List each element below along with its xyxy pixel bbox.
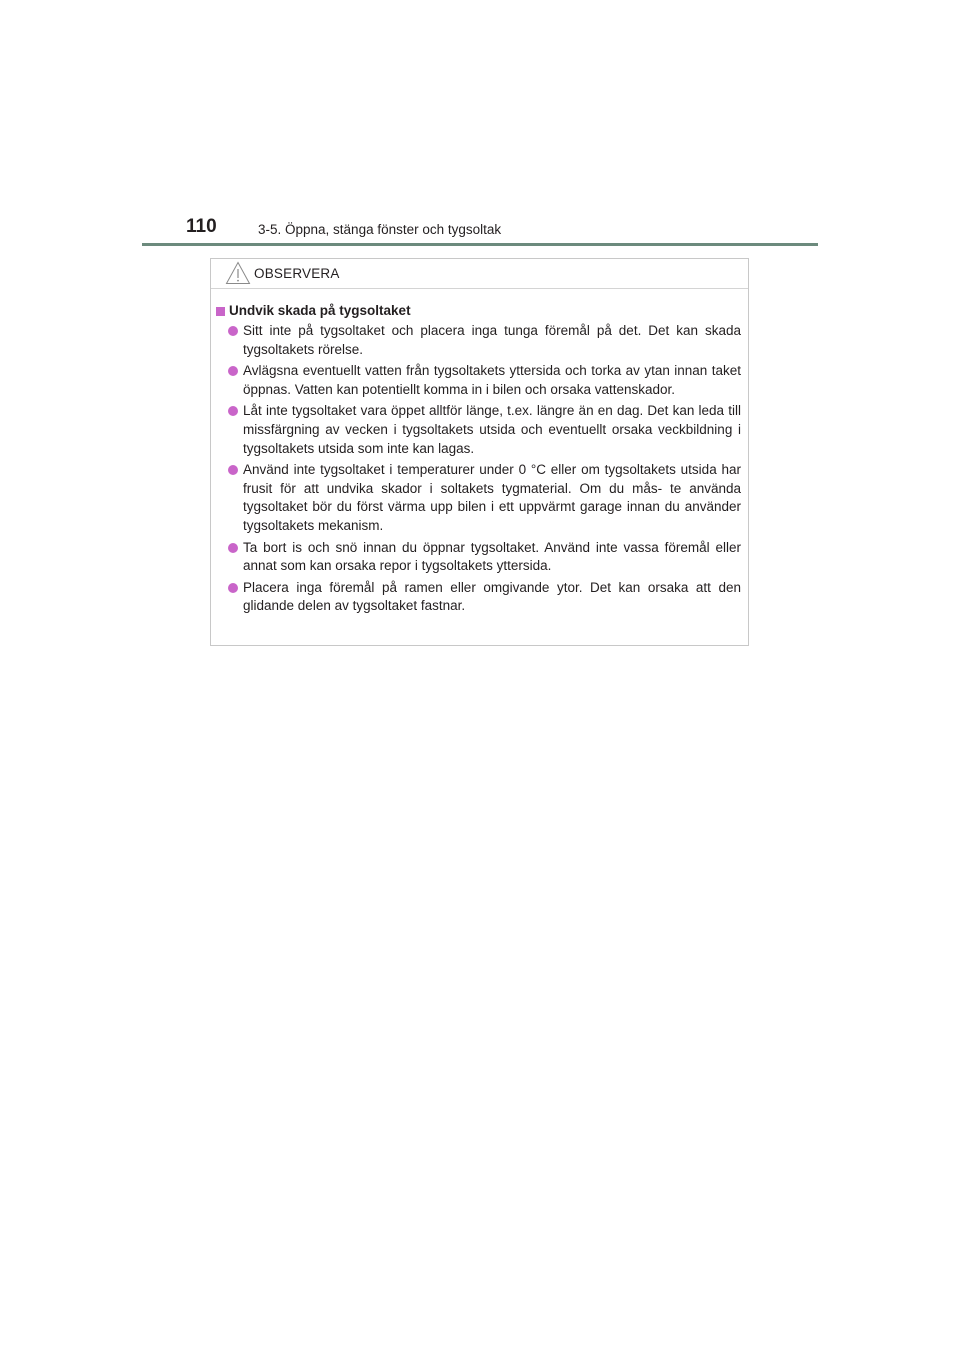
caution-box <box>210 258 749 646</box>
round-bullet-icon <box>228 543 238 553</box>
square-bullet-icon <box>216 307 225 316</box>
subheading-text: Undvik skada på tygsoltaket <box>229 303 411 318</box>
round-bullet-icon <box>228 406 238 416</box>
list-item <box>216 461 741 535</box>
list-item <box>216 402 741 458</box>
list-item-text: Ta bort is och snö innan du öppnar tygsoltaket. Använd inte vassa föremål eller annat som kan orsaka repor i tygsoltakets yttersida. <box>243 539 741 574</box>
section-title: 3-5. Öppna, stänga fönster och tygsoltak <box>258 222 502 237</box>
caution-label: OBSERVERA <box>254 266 340 281</box>
caution-body <box>211 289 748 616</box>
list-item <box>216 322 741 359</box>
caution-subheading <box>216 302 741 320</box>
round-bullet-icon <box>228 465 238 475</box>
list-item-text: Placera inga föremål på ramen eller omgivande ytor. Det kan orsaka att den glidande delen av tygsoltaket fastnar. <box>243 579 741 614</box>
list-item-text: Låt inte tygsoltaket vara öppet alltför länge, t.ex. längre än en dag. Det kan leda till missfärgning av vecken i tygsoltakets utsida och eventuellt orsaka veckbildning i tygsoltakets utsida som inte kan lagas. <box>243 403 741 456</box>
warning-triangle-icon <box>225 261 251 285</box>
list-item <box>216 362 741 399</box>
round-bullet-icon <box>228 583 238 593</box>
list-item <box>216 579 741 616</box>
list-item <box>216 539 741 576</box>
list-item-text: Sitt inte på tygsoltaket och placera inga tunga föremål på det. Det kan skada tygsoltakets rörelse. <box>243 323 741 357</box>
header-rule <box>142 243 818 246</box>
round-bullet-icon <box>228 366 238 376</box>
list-item-text: Använd inte tygsoltaket i temperaturer under 0 °C eller om tygsoltakets utsida har frusit för att undvika skador i soltakets tygmaterial. Om du mås- te använda tygsoltaket bör du först värma upp bilen i ett uppvärmt garage innan du använder tygsoltakets mekanism. <box>243 462 741 533</box>
page-number: 110 <box>186 216 217 237</box>
list-item-text: Avlägsna eventuellt vatten från tygsoltakets yttersida och torka av ytan innan taket öppnas. Vatten kan potentiellt komma in i bilen och orsaka vattenskador. <box>243 363 741 397</box>
round-bullet-icon <box>228 326 238 336</box>
caution-header <box>211 259 748 289</box>
